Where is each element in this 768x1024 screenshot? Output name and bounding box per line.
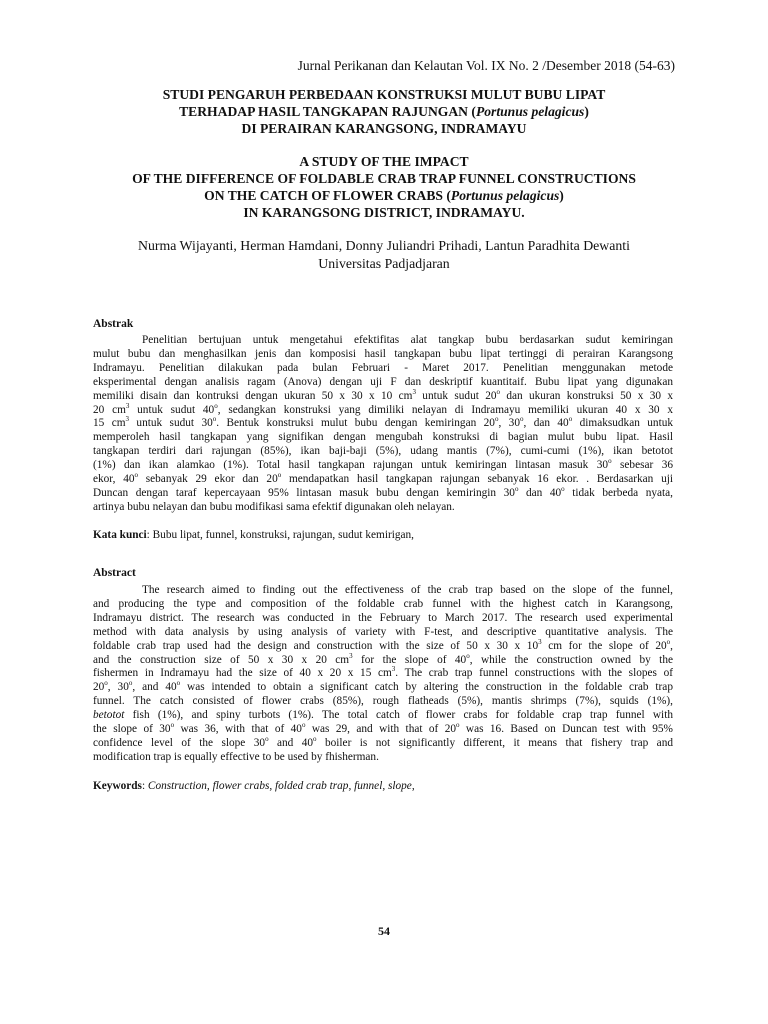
- species-name: Portunus pelagicus: [450, 188, 560, 203]
- paragraph-line: the slope of 30$^o$ was 36, with that of 40$^o$ was 29, and with that of 20$^o$ was 16. Based on Duncan test with 95%: [93, 721, 673, 736]
- paragraph-line: 20 $cm^3$ untuk sudut 40$^o$, sedangkan konstruksi yang dimiliki nelayan di Indramayu memiliki ukuran 40 x 30 x: [93, 401, 673, 416]
- keywords-text: Construction, flower crabs, folded crab trap, funnel, slope,: [147, 780, 415, 792]
- title-en-line: A STUDY OF THE IMPACT: [299, 154, 469, 169]
- keywords-label: Keywords: [93, 780, 142, 792]
- keywords: Keywords: Construction, flower crabs, folded crab trap, funnel, slope,: [93, 780, 415, 792]
- species-name: Portunus pelagicus: [475, 104, 585, 119]
- paragraph-line: memiliki disain dan kontruksi dengan ukuran 50 x 30 x 10 $cm^3$ untuk sudut 20$^o$ dan ukuran konstruksi 50 x 30 x: [93, 387, 674, 402]
- title-indonesian: [88, 86, 680, 137]
- title-en-line: IN KARANGSONG DISTRICT, INDRAMAYU.: [243, 205, 525, 220]
- paragraph-line: foldable crab trap used had the design and construction with the size of 50 x 30 x $10^3$ cm for the slope of 20$^o$,: [93, 637, 673, 652]
- author-block: [88, 237, 680, 273]
- paragraph-line: fishermen in Indramayu had the size of 40 x 20 x 15 $cm^3$. The crab trap funnel constructions with the slopes of: [93, 665, 673, 680]
- kata-kunci-text: : Bubu lipat, funnel, konstruksi, rajungan, sudut kemirigan,: [146, 529, 414, 541]
- paragraph-line: confidence level of the slope 30$^o$ and 40$^o$ boiler is not significantly different, it means that fishery trap and: [93, 734, 673, 749]
- kata-kunci-label: Kata kunci: [93, 529, 147, 541]
- paragraph-line: eksperimental dengan analisis ragam (Anova) dengan uji F dan deskriptif kuantitaif. Bubu lipat yang digunakan: [93, 375, 673, 388]
- paragraph-line: betotot fish (1%), and spiny turbots (1%). The total catch of flower crabs for foldable crap trap funnel with: [93, 709, 673, 722]
- abstrak-paragraph: [93, 334, 673, 515]
- page-number: 54: [378, 924, 390, 938]
- paragraph-line: Indramayu. Penelitian dilakukan pada bulan Februari - Maret 2017. Penelitian menggunakan metode: [93, 361, 673, 374]
- paragraph-line: mulut bubu dan menghasilkan jenis dan komposisi hasil tangkapan bubu lipat tertinggi di perairan Karangsong: [93, 347, 673, 360]
- title-id-line: STUDI PENGARUH PERBEDAAN KONSTRUKSI MULUT BUBU LIPAT: [162, 87, 606, 102]
- paragraph-line: 20$^o$, 30$^o$, and 40$^o$ was intended to obtain a significant catch by altering the construction in the foldable crab trap: [93, 679, 673, 694]
- paragraph-line: memperoleh hasil tangkapan yang signifikan dengan mengubah konstruksi di bagian mulut bubu lipat. Hasil: [93, 431, 673, 444]
- kata-kunci: [93, 529, 414, 541]
- affiliation: Universitas Padjadjaran: [318, 256, 450, 271]
- title-english: [88, 153, 680, 221]
- paragraph-line: Penelitian bertujuan untuk mengetahui efektifitas alat tangkap bubu berdasarkan sudut kemiringan: [142, 334, 673, 346]
- paragraph-line: The research aimed to finding out the effectiveness of the crab trap based on the slope of the funnel,: [142, 584, 673, 596]
- paragraph-line: Duncan dengan taraf kepercayaan 95% lintasan masuk bubu dengan kemiringin 30$^o$ dan 40$^o$ tidak berbeda nyata,: [93, 484, 673, 499]
- paragraph-line: funnel. The catch consisted of flower crabs (85%), rough flatheads (5%), mantis shrimps (7%), squids (1%),: [93, 695, 673, 708]
- paragraph-line: ekor, 40$^o$ sebanyak 29 ekor dan 20$^o$ mendapatkan hasil tangkapan rajungan sebanyak 16 ekor. . Berdasarkan uji: [93, 471, 673, 486]
- paragraph-line: 15 $cm^3$ untuk sudut 30$^o$. Bentuk konstruksi mulut bubu dengan kemiringan 20$^o$, 30$^o$, dan 40$^o$ dimaksudkan untuk: [93, 415, 674, 430]
- title-en-line: ON THE CATCH OF FLOWER CRABS (Portunus pelagicus): [204, 188, 564, 203]
- title-id-line: TERHADAP HASIL TANGKAPAN RAJUNGAN (Portunus pelagicus): [179, 104, 589, 119]
- paragraph-line: and the construction size of 50 x 30 x 20 $cm^3$ for the slope of 40$^o$, while the construction owned by the: [93, 651, 673, 666]
- paragraph-line: method with data analysis by using analysis of variety with F-test, and descriptive quantitative analysis. The: [93, 625, 673, 638]
- abstract-paragraph: [93, 584, 673, 765]
- paragraph-line: (1%) dan ikan alamkao (1%). Total hasil tangkapan rajungan untuk kemiringan lintasan masuk 30$^o$ sebesar 36: [93, 457, 673, 472]
- paragraph-line: tangkapan terdiri dari rajungan (85%), ikan baji-baji (5%), udang mantis (7%), cumi-cumi (1%), ikan betotot: [93, 445, 673, 458]
- journal-header: Jurnal Perikanan dan Kelautan Vol. IX No. 2 /Desember 2018 (54-63): [297, 58, 675, 73]
- abstract-heading: Abstract: [93, 567, 136, 579]
- author-list: Nurma Wijayanti, Herman Hamdani, Donny Juliandri Prihadi, Lantun Paradhita Dewanti: [138, 238, 630, 253]
- title-en-line: OF THE DIFFERENCE OF FOLDABLE CRAB TRAP FUNNEL CONSTRUCTIONS: [132, 171, 636, 186]
- title-id-line: DI PERAIRAN KARANGSONG, INDRAMAYU: [241, 121, 527, 136]
- paragraph-line: and producing the type and composition of the foldable crab funnel with the highest catch in Karangsong,: [93, 597, 673, 610]
- paragraph-line: modification trap is equally effective to be used by fhisherman.: [93, 750, 379, 763]
- abstrak-heading: Abstrak: [93, 318, 134, 330]
- paragraph-line: artinya bubu nelayan dan bubu modifikasi sama efektif digunakan oleh nelayan.: [93, 500, 455, 513]
- paragraph-line: Indramayu district. The research was conducted in the February to March 2017. The research used experimental: [93, 611, 673, 624]
